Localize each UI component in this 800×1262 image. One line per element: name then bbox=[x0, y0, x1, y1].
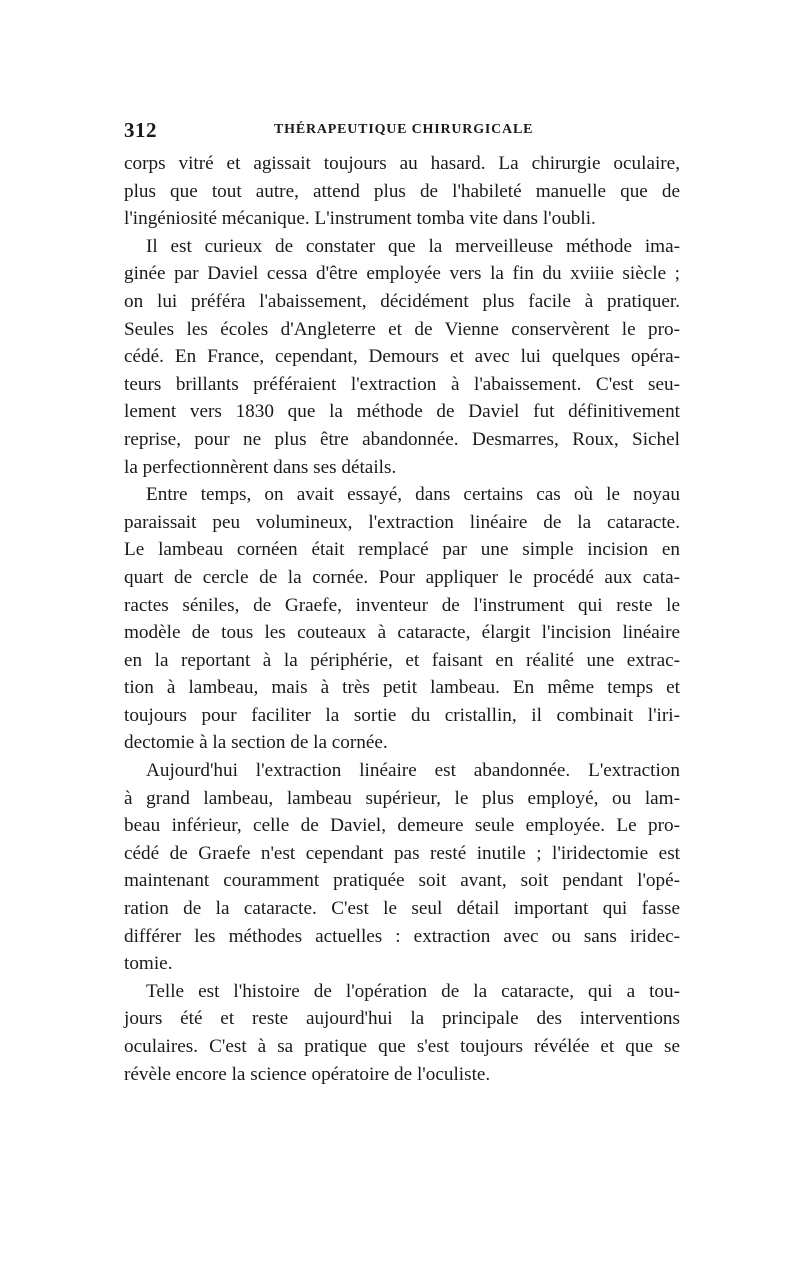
text-line: Entre temps, on avait essayé, dans certains cas où le noyau bbox=[146, 484, 680, 506]
text-line: Telle est l'histoire de l'opération de la cataracte, qui a tou- bbox=[146, 980, 680, 1002]
text-line: la perfectionnèrent dans ses détails. bbox=[124, 456, 397, 478]
text-line: corps vitré et agissait toujours au hasard. La chirurgie oculaire, bbox=[124, 153, 680, 174]
text-line: teurs brillants préféraient l'extraction à l'abaissement. C'est seu- bbox=[124, 373, 680, 395]
paragraph-5 bbox=[124, 978, 680, 1088]
text-line: jours été et reste aujourd'hui la principale des interventions bbox=[124, 1008, 680, 1030]
text-line: ractes séniles, de Graefe, inventeur de l'instrument qui reste le bbox=[124, 594, 680, 616]
running-title: THÉRAPEUTIQUE CHIRURGICALE bbox=[274, 122, 534, 137]
text-line: reprise, pour ne plus être abandonnée. Desmarres, Roux, Sichel bbox=[124, 428, 680, 450]
text-line: plus que tout autre, attend plus de l'habileté manuelle que de bbox=[124, 180, 680, 202]
text-line: ration de la cataracte. C'est le seul détail important qui fasse bbox=[124, 898, 680, 920]
body-text bbox=[124, 150, 680, 1088]
text-line: quart de cercle de la cornée. Pour appliquer le procédé aux cata- bbox=[124, 566, 680, 588]
text-line: oculaires. C'est à sa pratique que s'est toujours révélée et que se bbox=[124, 1036, 680, 1057]
text-line: révèle encore la science opératoire de l'oculiste. bbox=[124, 1063, 491, 1085]
text-line: modèle de tous les couteaux à cataracte, élargit l'incision linéaire bbox=[124, 622, 680, 644]
text-line: tion à lambeau, mais à très petit lambeau. En même temps et bbox=[124, 677, 680, 699]
text-line: beau inférieur, celle de Daviel, demeure seule employée. Le pro- bbox=[124, 815, 680, 837]
text-line: ginée par Daviel cessa d'être employée vers la fin du xviiie siècle ; bbox=[124, 263, 680, 285]
text-line: tomie. bbox=[124, 953, 173, 975]
text-line: Seules les écoles d'Angleterre et de Vienne conservèrent le pro- bbox=[124, 318, 680, 340]
paragraph-1 bbox=[124, 150, 680, 233]
text-line: maintenant couramment pratiquée soit avant, soit pendant l'opé- bbox=[124, 870, 680, 892]
text-line: différer les méthodes actuelles : extraction avec ou sans iridec- bbox=[124, 925, 680, 947]
text-line: toujours pour faciliter la sortie du cristallin, il combinait l'iri- bbox=[124, 704, 680, 726]
page-number: 312 bbox=[124, 118, 157, 142]
text-line: à grand lambeau, lambeau supérieur, le plus employé, ou lam- bbox=[124, 787, 680, 809]
text-line: Aujourd'hui l'extraction linéaire est abandonnée. L'extraction bbox=[146, 760, 680, 782]
paragraph-2 bbox=[124, 233, 680, 481]
text-line: l'ingéniosité mécanique. L'instrument tomba vite dans l'oubli. bbox=[124, 208, 596, 230]
text-line: Le lambeau cornéen était remplacé par une simple incision en bbox=[124, 539, 680, 561]
text-line: paraissait peu volumineux, l'extraction linéaire de la cataracte. bbox=[124, 511, 680, 533]
text-line: dectomie à la section de la cornée. bbox=[124, 732, 388, 754]
text-line: cédé. En France, cependant, Demours et avec lui quelques opéra- bbox=[124, 346, 680, 368]
paragraph-3 bbox=[124, 481, 680, 757]
page-header bbox=[124, 118, 680, 142]
text-line: on lui préféra l'abaissement, décidément plus facile à pratiquer. bbox=[124, 290, 680, 312]
paragraph-4 bbox=[124, 757, 680, 978]
text-line: lement vers 1830 que la méthode de Daviel fut définitivement bbox=[124, 401, 680, 423]
text-line: Il est curieux de constater que la merveilleuse méthode ima- bbox=[146, 235, 680, 257]
text-line: cédé de Graefe n'est cependant pas resté inutile ; l'iridectomie est bbox=[124, 842, 680, 864]
text-line: en la reportant à la périphérie, et faisant en réalité une extrac- bbox=[124, 649, 680, 671]
